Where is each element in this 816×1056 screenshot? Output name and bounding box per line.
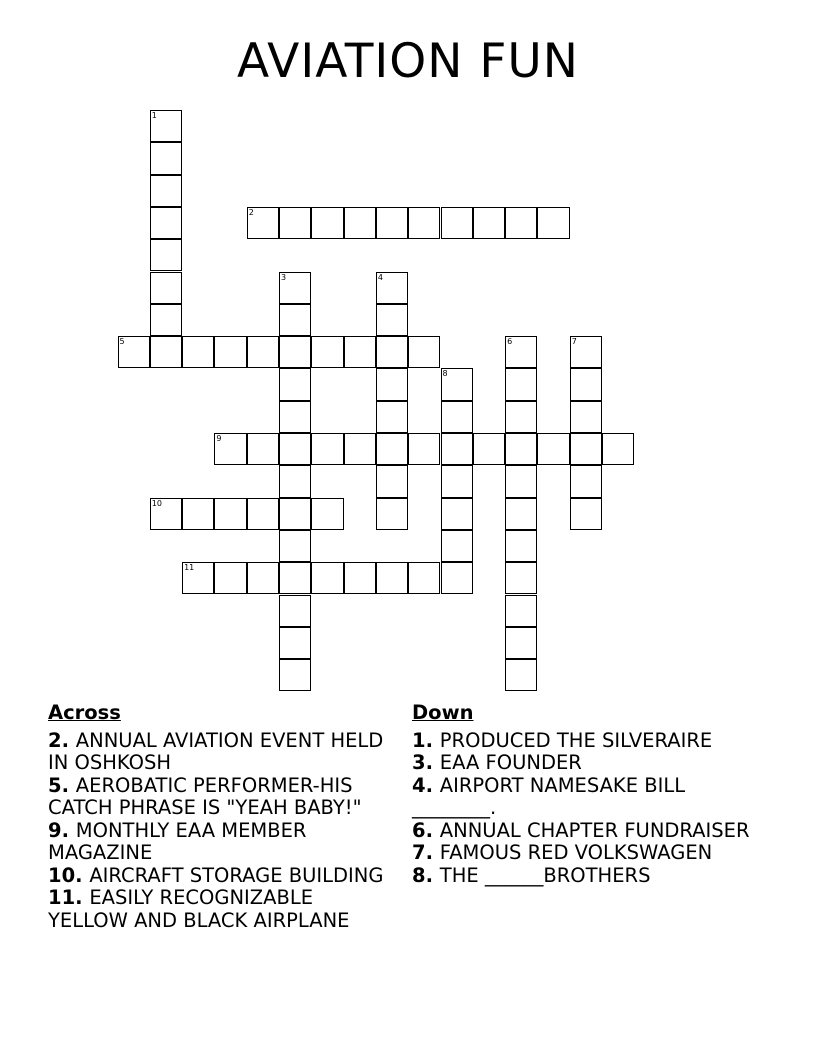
grid-cell[interactable]: [279, 401, 311, 433]
across-clue: 10. AIRCRAFT STORAGE BUILDING: [48, 863, 384, 887]
grid-cell[interactable]: [441, 530, 473, 562]
down-clue: 1. PRODUCED THE SILVERAIRE: [412, 728, 713, 752]
clue-number: 6: [412, 818, 426, 842]
clue-number: 1: [412, 728, 426, 752]
grid-cell[interactable]: [505, 595, 537, 627]
grid-cell[interactable]: [408, 433, 440, 465]
grid-cell[interactable]: [376, 272, 408, 304]
across-clue-list: [48, 730, 398, 933]
clue-number: 3: [412, 751, 426, 774]
grid-cell[interactable]: [505, 368, 537, 400]
grid-cell[interactable]: [279, 368, 311, 400]
grid-cell[interactable]: [182, 562, 214, 594]
grid-cell[interactable]: [150, 110, 182, 142]
clue-number: 2: [48, 728, 62, 752]
grid-cell[interactable]: [441, 207, 473, 239]
grid-cell[interactable]: [505, 207, 537, 239]
grid-cell[interactable]: [279, 530, 311, 562]
grid-cell[interactable]: [182, 498, 214, 530]
across-clue: 9. MONTHLY EAA MEMBER MAGAZINE: [48, 818, 307, 864]
grid-cell[interactable]: [311, 433, 343, 465]
grid-cell[interactable]: [311, 498, 343, 530]
grid-cell[interactable]: [441, 433, 473, 465]
grid-cell[interactable]: [182, 336, 214, 368]
clue-text: EASILY RECOGNIZABLE YELLOW AND BLACK AIRPLANE: [48, 886, 350, 932]
grid-cell[interactable]: [408, 207, 440, 239]
cell-number: 7: [571, 337, 577, 347]
grid-cell[interactable]: [150, 304, 182, 336]
grid-cell[interactable]: [279, 498, 311, 530]
grid-cell[interactable]: [376, 368, 408, 400]
grid-cell[interactable]: [570, 433, 602, 465]
grid-cell[interactable]: [505, 562, 537, 594]
grid-cell[interactable]: [570, 465, 602, 497]
cell-number: 10: [151, 498, 162, 508]
grid-cell[interactable]: [602, 433, 634, 465]
clue-number: 9: [48, 818, 62, 842]
grid-cell[interactable]: [279, 272, 311, 304]
grid-cell[interactable]: [505, 465, 537, 497]
grid-cell[interactable]: [537, 433, 569, 465]
grid-cell[interactable]: [376, 498, 408, 530]
grid-cell[interactable]: [279, 207, 311, 239]
down-clue-list: [412, 730, 752, 888]
cell-number: 1: [151, 111, 157, 120]
cell-number: 6: [507, 337, 513, 347]
down-clue: 8. THE ______BROTHERS: [412, 863, 651, 887]
grid-cell[interactable]: [376, 304, 408, 336]
grid-cell[interactable]: [570, 336, 602, 368]
grid-cell[interactable]: [473, 433, 505, 465]
grid-cell[interactable]: [505, 336, 537, 368]
grid-cell[interactable]: [505, 498, 537, 530]
grid-cell[interactable]: [344, 207, 376, 239]
across-clue: 5. AEROBATIC PERFORMER-HIS CATCH PHRASE IS "YEAH BABY!": [48, 773, 362, 819]
grid-cell[interactable]: [408, 562, 440, 594]
grid-cell[interactable]: [279, 336, 311, 368]
grid-cell[interactable]: [376, 401, 408, 433]
cell-number: 11: [184, 563, 195, 573]
grid-cell[interactable]: [505, 530, 537, 562]
clue-text: THE ______BROTHERS: [439, 863, 651, 887]
clue-text: PRODUCED THE SILVERAIRE: [439, 728, 713, 752]
grid-cell[interactable]: [344, 336, 376, 368]
across-clues: [48, 702, 398, 932]
clue-text: ANNUAL AVIATION EVENT HELD IN OSHKOSH: [48, 728, 384, 774]
cell-number: 9: [216, 434, 222, 443]
grid-cell[interactable]: [150, 272, 182, 304]
grid-cell[interactable]: [214, 433, 246, 465]
grid-cell[interactable]: [279, 562, 311, 594]
grid-cell[interactable]: [441, 562, 473, 594]
puzzle-title: AVIATION FUN: [237, 34, 579, 89]
clue-text: EAA FOUNDER: [439, 751, 582, 774]
grid-cell[interactable]: [376, 433, 408, 465]
clue-number: 10: [48, 863, 76, 887]
down-clue: 3. EAA FOUNDER: [412, 751, 582, 774]
clue-text: AEROBATIC PERFORMER-HIS CATCH PHRASE IS "YEAH BABY!": [48, 773, 362, 819]
grid-cell[interactable]: [376, 465, 408, 497]
grid-cell[interactable]: [279, 304, 311, 336]
clue-number: 5: [48, 773, 62, 797]
grid-cell[interactable]: [247, 207, 279, 239]
grid-cell[interactable]: [279, 465, 311, 497]
down-clues: [412, 702, 752, 887]
down-clue: 4. AIRPORT NAMESAKE BILL ________.: [412, 773, 686, 819]
clue-number: 8: [412, 863, 426, 887]
grid-cell[interactable]: [311, 562, 343, 594]
grid-cell[interactable]: [118, 336, 150, 368]
grid-cell[interactable]: [214, 498, 246, 530]
down-clue: 6. ANNUAL CHAPTER FUNDRAISER: [412, 818, 750, 842]
grid-cell[interactable]: [505, 401, 537, 433]
grid-cell[interactable]: [247, 498, 279, 530]
grid-cell[interactable]: [505, 433, 537, 465]
down-heading: Down: [412, 701, 474, 724]
grid-cell[interactable]: [537, 207, 569, 239]
grid-cell[interactable]: [505, 627, 537, 659]
grid-cell[interactable]: [311, 207, 343, 239]
down-clue: 7. FAMOUS RED VOLKSWAGEN: [412, 841, 713, 864]
grid-cell[interactable]: [344, 433, 376, 465]
grid-cell[interactable]: [570, 368, 602, 400]
clue-text: AIRCRAFT STORAGE BUILDING: [89, 863, 384, 887]
grid-cell[interactable]: [150, 207, 182, 239]
grid-cell[interactable]: [570, 498, 602, 530]
grid-cell[interactable]: [376, 207, 408, 239]
grid-cell[interactable]: [279, 627, 311, 659]
grid-cell[interactable]: [150, 498, 182, 530]
grid-cell[interactable]: [247, 562, 279, 594]
across-clue: 11. EASILY RECOGNIZABLE YELLOW AND BLACK AIRPLANE: [48, 886, 350, 932]
across-heading: Across: [48, 701, 121, 724]
grid-cell[interactable]: [441, 498, 473, 530]
grid-cell[interactable]: [505, 659, 537, 691]
grid-cell[interactable]: [376, 562, 408, 594]
grid-cell[interactable]: [376, 336, 408, 368]
clue-text: FAMOUS RED VOLKSWAGEN: [439, 841, 713, 864]
grid-cell[interactable]: [150, 175, 182, 207]
grid-cell[interactable]: [441, 401, 473, 433]
grid-cell[interactable]: [279, 433, 311, 465]
cell-number: 5: [119, 337, 125, 347]
grid-cell[interactable]: [473, 207, 505, 239]
grid-cell[interactable]: [279, 595, 311, 627]
cell-number: 4: [377, 272, 383, 282]
grid-cell[interactable]: [279, 659, 311, 691]
grid-cell[interactable]: [214, 562, 246, 594]
grid-cell[interactable]: [247, 433, 279, 465]
clue-number: 11: [48, 886, 76, 909]
clue-number: 4: [412, 773, 426, 797]
across-clue: 2. ANNUAL AVIATION EVENT HELD IN OSHKOSH: [48, 728, 384, 774]
cell-number: 3: [281, 272, 287, 282]
grid-cell[interactable]: [344, 562, 376, 594]
grid-cell[interactable]: [570, 401, 602, 433]
clue-text: AIRPORT NAMESAKE BILL ________.: [412, 773, 686, 819]
grid-cell[interactable]: [214, 336, 246, 368]
grid-cell[interactable]: [247, 336, 279, 368]
grid-cell[interactable]: [150, 239, 182, 271]
grid-cell[interactable]: [150, 142, 182, 174]
grid-cell[interactable]: [150, 336, 182, 368]
clue-text: MONTHLY EAA MEMBER MAGAZINE: [48, 818, 307, 864]
grid-cell[interactable]: [311, 336, 343, 368]
grid-cell[interactable]: [408, 336, 440, 368]
cell-number: 2: [248, 207, 254, 217]
cell-number: 8: [442, 369, 448, 379]
clue-number: 7: [412, 841, 426, 864]
clue-text: ANNUAL CHAPTER FUNDRAISER: [439, 818, 750, 842]
grid-cell[interactable]: [441, 465, 473, 497]
grid-cell[interactable]: [441, 368, 473, 400]
